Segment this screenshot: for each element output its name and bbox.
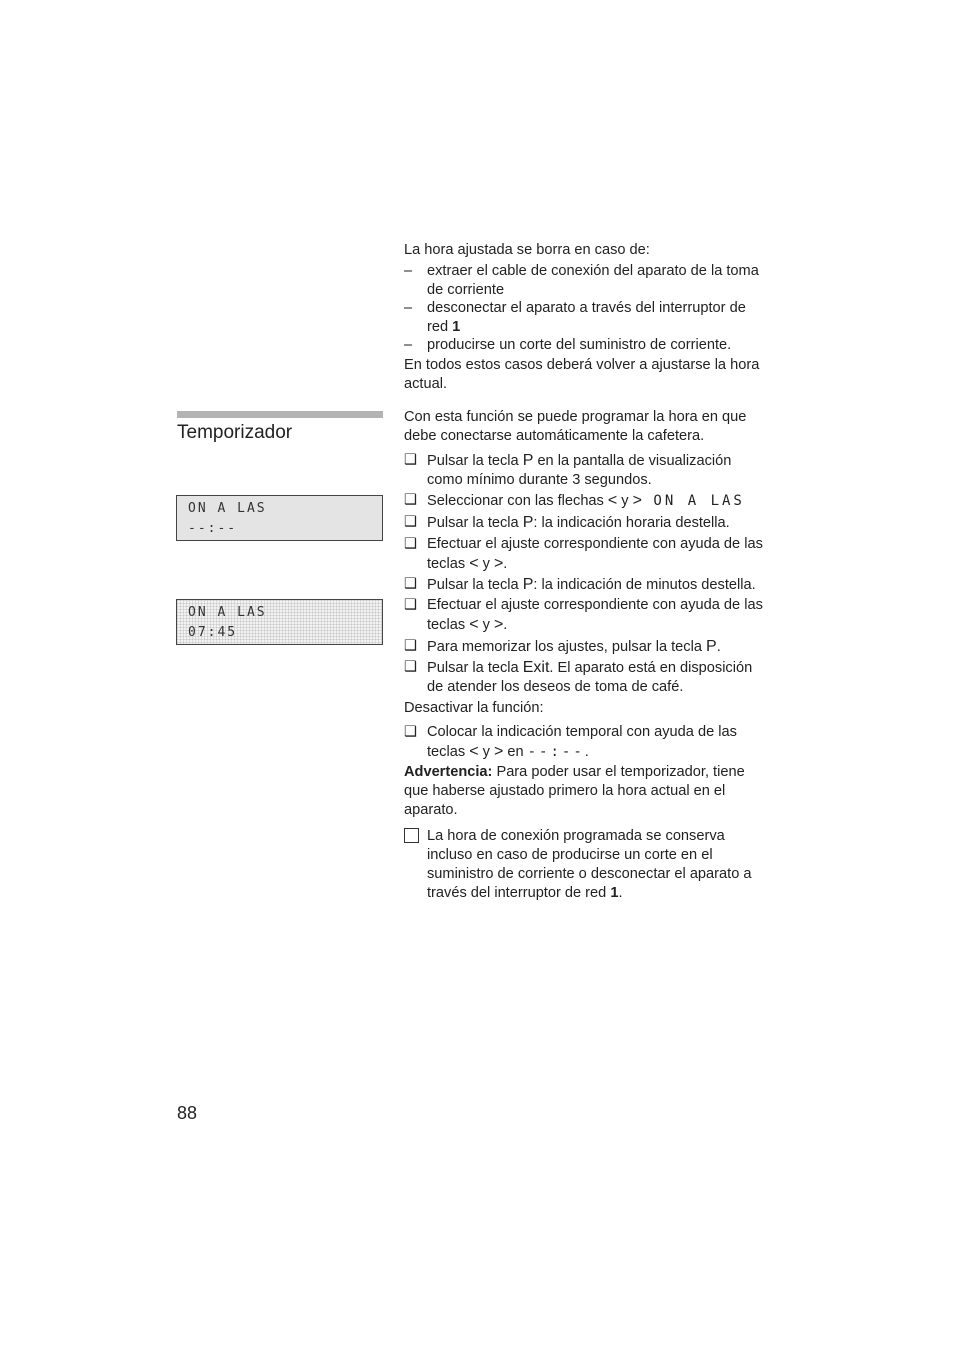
section-rule bbox=[177, 411, 383, 418]
lcd-inline-text: ON A LAS bbox=[642, 493, 745, 509]
arrow-right-icon: > bbox=[493, 555, 504, 572]
arrow-right-icon: > bbox=[493, 616, 504, 633]
lcd-display-set: ON A LAS 07:45 bbox=[176, 599, 383, 645]
key-p: P bbox=[522, 576, 534, 593]
key-p: P bbox=[706, 638, 717, 655]
section-title: Temporizador bbox=[177, 422, 293, 443]
note-icon bbox=[404, 828, 419, 843]
arrow-left-icon: < bbox=[469, 743, 479, 760]
lcd-inline-text: --:-- bbox=[527, 744, 585, 760]
arrow-left-icon: < bbox=[469, 555, 479, 572]
key-p: P bbox=[522, 452, 534, 469]
deactivate-label: Desactivar la función: bbox=[404, 700, 544, 716]
arrow-right-icon: > bbox=[632, 492, 642, 509]
arrow-left-icon: < bbox=[607, 492, 618, 509]
intro-bullet: – extraer el cable de conexión del aparato de la toma de corriente bbox=[404, 263, 759, 298]
section-lead: Con esta función se puede programar la hora en que debe conectarse automáticamente la cafetera. bbox=[404, 409, 747, 444]
warning: Advertencia: Para poder usar el temporizador, tiene que haberse ajustado primero la hora actual en el aparato. bbox=[404, 764, 745, 818]
page-number: 88 bbox=[177, 1103, 198, 1123]
key-p: P bbox=[522, 514, 534, 531]
intro-bullet: – desconectar el aparato a través del interruptor de red 1 bbox=[404, 300, 746, 335]
warning-label: Advertencia: bbox=[404, 764, 493, 780]
lcd-display-off: ON A LAS --:-- bbox=[176, 495, 383, 541]
arrow-right-icon: > bbox=[493, 743, 504, 760]
arrow-left-icon: < bbox=[469, 616, 479, 633]
key-exit: Exit bbox=[522, 659, 550, 676]
intro-closing: En todos estos casos deberá volver a ajustarse la hora actual. bbox=[404, 357, 760, 392]
intro-text: La hora ajustada se borra en caso de: bbox=[404, 242, 650, 258]
